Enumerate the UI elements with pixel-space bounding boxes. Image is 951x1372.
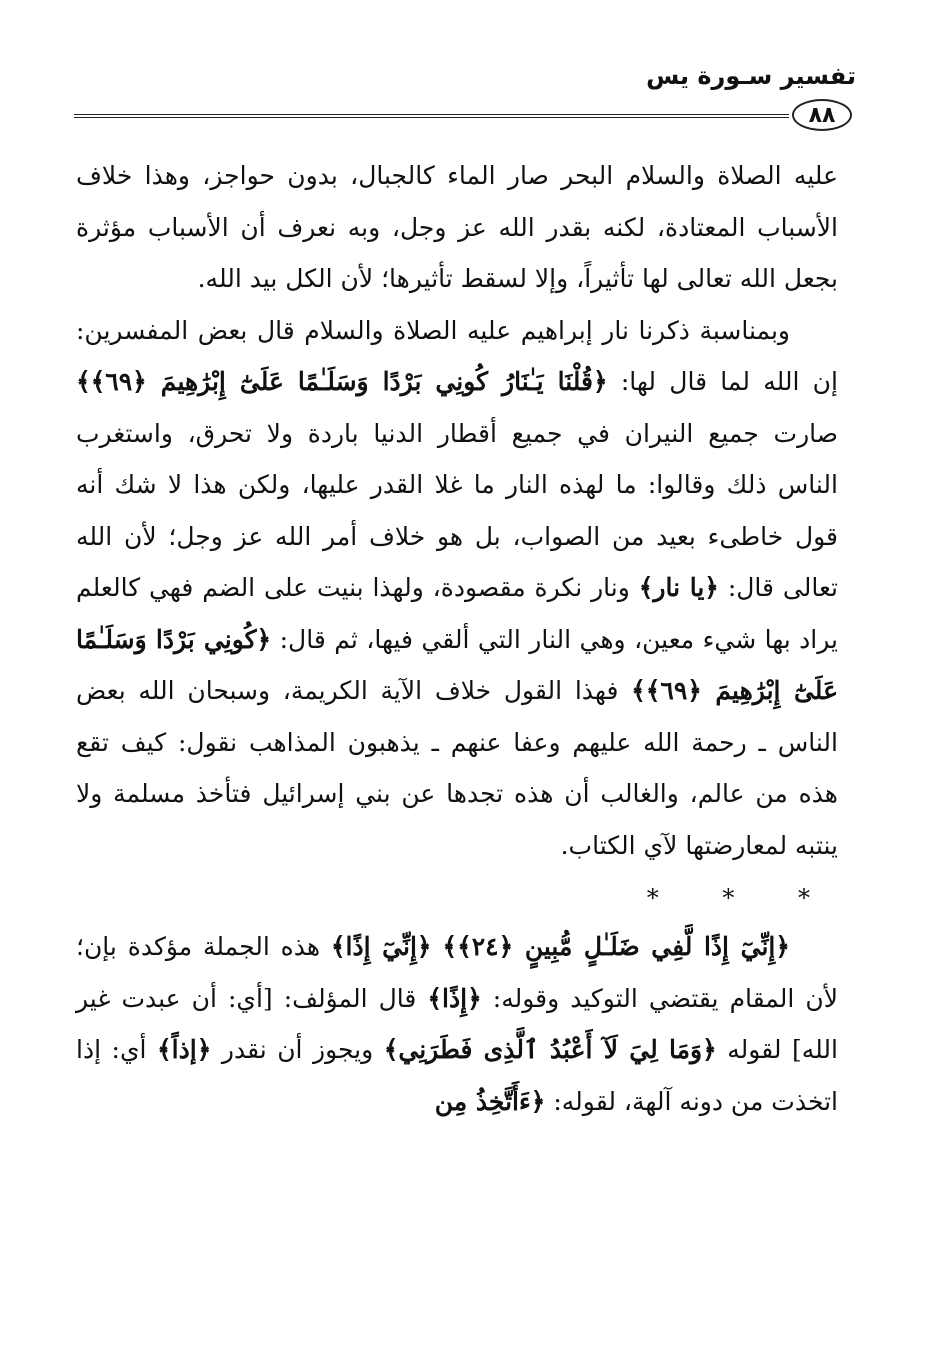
section-separator: * * * bbox=[646, 884, 838, 912]
quran-verse: ﴿كُونِي بَرْدًا وَسَلَـٰمًا عَلَىٰٓ إِبْرَٰهِيمَ ﴿٦٩﴾﴾ bbox=[76, 624, 838, 705]
quran-verse: ﴿إِنِّيٓ إِذًا﴾ bbox=[330, 932, 432, 961]
quran-verse: ﴿وَمَا لِيَ لَآ أَعْبُدُ ٱلَّذِى فَطَرَنِي﴾ bbox=[383, 1035, 717, 1064]
paragraph bbox=[76, 150, 838, 305]
paragraph bbox=[76, 305, 838, 872]
text-segment: قال المؤلف: [أي: أن عبدت غير الله] لقوله bbox=[76, 983, 838, 1064]
quran-verse: ﴿إِنِّيٓ إِذًا لَّفِي ضَلَـٰلٍ مُّبِينٍ ﴿٢٤﴾﴾ bbox=[442, 932, 790, 961]
text-segment: صارت جميع النيران في جميع أقطار الدنيا باردة ولا تحرق، واستغرب الناس ذلك وقالوا: ما لهذه النار ما غلا القدر عليها، ولكن هذا لا شك أنه قول خاطىء بعيد من الصواب، بل هو خلاف أمر الله عز وجل؛ لأن الله تعالى قال: bbox=[76, 418, 839, 602]
quran-verse: ﴿إِذًا﴾ bbox=[427, 983, 482, 1013]
text-segment: ويجوز أن نقدر bbox=[211, 1035, 384, 1064]
text-segment bbox=[432, 932, 443, 961]
text-segment: فهذا القول خلاف الآية الكريمة، وسبحان الله بعض الناس ـ رحمة الله عليهم وعفا عنهم ـ يذهبون المذاهب نقول: كيف تقع هذه من عالم، والغالب أن هذه تجدها عن بني إسرائيل فتأخذ مسلمة ولا ينتبه لمعارضتها لآي الكتاب. bbox=[76, 676, 838, 860]
running-head-title: تفسير سـورة يس bbox=[646, 62, 856, 90]
paragraphs-before-separator bbox=[76, 150, 838, 871]
text-segment: عليه الصلاة والسلام البحر صار الماء كالجبال، بدون حواجز، وهذا خلاف الأسباب المعتادة، لكنه بقدر الله عز وجل، وبه نعرف أن الأسباب مؤثرة بجعل الله تعالى لها تأثيراً، وإلا لسقط تأثيرها؛ لأن الكل بيد الله. bbox=[76, 161, 839, 293]
text-segment: وبمناسبة ذكرنا نار إبراهيم عليه الصلاة والسلام قال بعض المفسرين: إن الله لما قال لها: bbox=[76, 315, 838, 396]
quran-verse: ﴿ءَأَتَّخِذُ مِن bbox=[434, 1086, 546, 1116]
header-rule bbox=[74, 114, 789, 118]
paragraph bbox=[76, 921, 838, 1127]
text-segment: ونار نكرة مقصودة، ولهذا بنيت على الضم فهي كالعلم يراد بها شيء معين، وهي النار التي ألقي فيها، ثم قال: bbox=[76, 573, 838, 654]
bold-phrase: ﴿يا نار﴾ bbox=[638, 573, 719, 602]
quran-verse: ﴿قُلْنَا يَـٰنَارُ كُونِي بَرْدًا وَسَلَـٰمًا عَلَىٰٓ إِبْرَٰهِيمَ ﴿٦٩﴾﴾ bbox=[76, 367, 608, 396]
quran-verse: ﴿إذاً﴾ bbox=[157, 1035, 212, 1064]
page-number: ٨٨ bbox=[792, 99, 852, 131]
page-body bbox=[76, 150, 838, 1127]
paragraphs-after-separator bbox=[76, 921, 838, 1127]
text-segment: هذه الجملة مؤكدة بإن؛ لأن المقام يقتضي التوكيد وقوله: bbox=[76, 932, 838, 1013]
text-segment: أي: إذا اتخذت من دونه آلهة، لقوله: bbox=[76, 1035, 838, 1116]
